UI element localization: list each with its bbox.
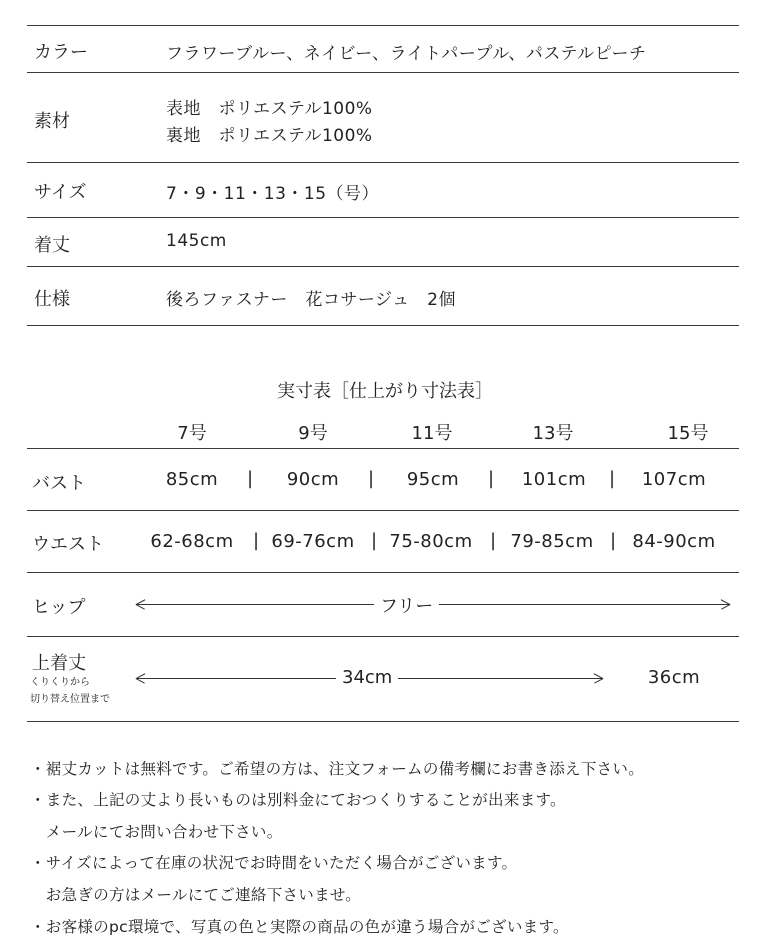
waist-separator: | <box>489 530 497 551</box>
spec-color-label: カラー <box>34 42 88 63</box>
col-head-7: 7号 <box>177 423 207 444</box>
col-head-15: 15号 <box>667 423 709 444</box>
row-label-hip: ヒップ <box>32 597 86 618</box>
spec-rule <box>27 72 739 73</box>
waist-13: 79-85cm <box>510 531 594 552</box>
waist-9: 69-76cm <box>271 531 355 552</box>
size-table-title: 実寸表［仕上がり寸法表］ <box>277 381 493 402</box>
spec-length-label: 着丈 <box>34 235 70 256</box>
size-table-rule <box>27 448 739 449</box>
spec-rule <box>27 162 739 163</box>
size-table-rule <box>27 636 739 637</box>
spec-material-line1: 表地 ポリエステル100% <box>166 99 373 119</box>
bust-separator: | <box>367 468 375 489</box>
spec-color-value: フラワーブルー、ネイビー、ライトパープル、パステルピーチ <box>166 44 647 64</box>
size-table-rule <box>27 510 739 511</box>
spec-size-value: 7・9・11・13・15（号） <box>166 184 380 204</box>
spec-material-label: 素材 <box>34 111 70 132</box>
row-label-bust: バスト <box>32 473 86 494</box>
spec-bottom-rule <box>27 325 739 326</box>
bust-11: 95cm <box>406 469 460 490</box>
bust-13: 101cm <box>521 469 587 490</box>
bust-separator: | <box>487 468 495 489</box>
waist-separator: | <box>370 530 378 551</box>
row-label-top-length: 上着丈 <box>32 653 86 674</box>
col-head-13: 13号 <box>532 423 574 444</box>
waist-15: 84-90cm <box>632 531 716 552</box>
row-label-waist: ウエスト <box>32 534 104 555</box>
bust-separator: | <box>246 468 254 489</box>
hip-value: フリー <box>374 592 439 618</box>
waist-7: 62-68cm <box>150 531 234 552</box>
size-table-rule <box>27 572 739 573</box>
top-length-last-value: 36cm <box>647 667 701 688</box>
top-length-sub-line1: くりくりから <box>30 677 90 688</box>
note-line: ・また、上記の丈より長いものは別料金にておつくりすることが出来ます。 <box>30 791 566 809</box>
note-line: お急ぎの方はメールにてご連絡下さいませ。 <box>30 886 362 904</box>
waist-separator: | <box>609 530 617 551</box>
col-head-9: 9号 <box>298 423 328 444</box>
waist-11: 75-80cm <box>389 531 473 552</box>
bust-7: 85cm <box>165 469 219 490</box>
note-line: ・サイズによって在庫の状況でお時間をいただく場合がございます。 <box>30 854 518 872</box>
spec-top-rule <box>27 25 739 26</box>
spec-material-line2: 裏地 ポリエステル100% <box>166 126 373 146</box>
top-length-span-value: 34cm <box>336 667 398 688</box>
spec-details-value: 後ろファスナー 花コサージュ 2個 <box>166 290 456 310</box>
col-head-11: 11号 <box>411 423 453 444</box>
note-line: ・お客様のpc環境で、写真の色と実際の商品の色が違う場合がございます。 <box>30 918 569 936</box>
spec-size-label: サイズ <box>34 182 87 203</box>
note-line: ・裾丈カットは無料です。ご希望の方は、注文フォームの備考欄にお書き添え下さい。 <box>30 760 645 778</box>
bust-separator: | <box>608 468 616 489</box>
waist-separator: | <box>252 530 260 551</box>
bust-15: 107cm <box>641 469 707 490</box>
spec-length-value: 145cm <box>166 231 227 251</box>
spec-rule <box>27 266 739 267</box>
spec-details-label: 仕様 <box>34 289 70 310</box>
note-line: メールにてお問い合わせ下さい。 <box>30 823 283 841</box>
spec-rule <box>27 217 739 218</box>
top-length-sub-line2: 切り替え位置まで <box>30 694 110 705</box>
bust-9: 90cm <box>286 469 340 490</box>
size-table-bottom-rule <box>27 721 739 722</box>
